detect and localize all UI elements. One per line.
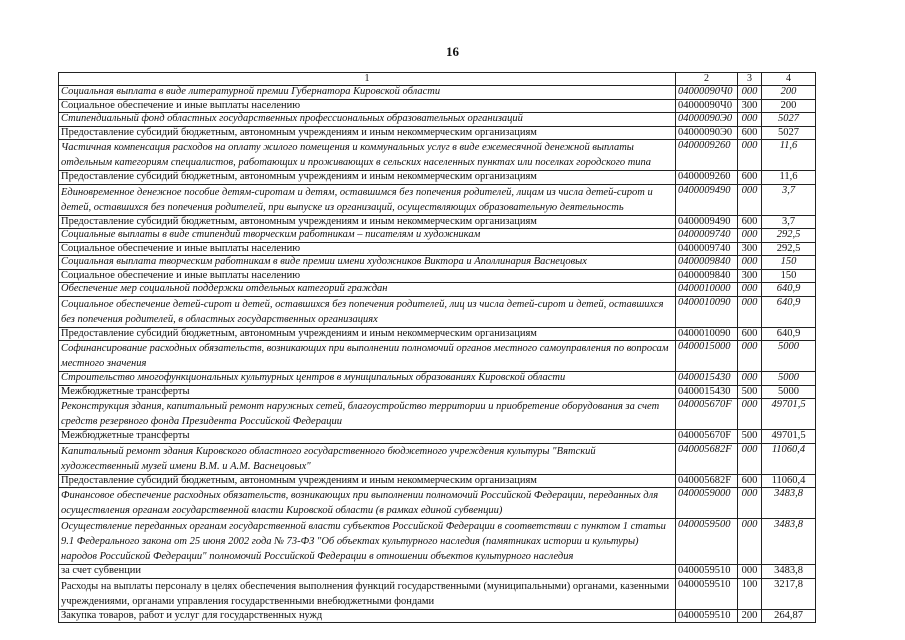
row-amount: 3483,8 [762,488,816,519]
row-expense-type: 000 [738,86,762,100]
table-row [59,242,816,256]
row-amount: 5027 [762,113,816,127]
row-amount: 11,6 [762,140,816,171]
row-amount: 292,5 [762,242,816,256]
table-row [59,99,816,113]
row-code: 0400059000 [676,488,738,519]
row-name: Единовременное денежное пособие детям-сиротам и детям, оставшимся без попечения родителей, лицам из числа детей-сирот и детей, оставшихся без попечения родителей, при выпуске из организаций, осуществляющих образовательную деятельность [59,184,676,215]
header-col-amount: 4 [762,73,816,86]
row-expense-type: 300 [738,269,762,283]
table-row [59,184,816,215]
row-name: Предоставление субсидий бюджетным, автономным учреждениям и иным некоммерческим организациям [59,171,676,185]
row-expense-type: 000 [738,565,762,579]
row-name: Социальные выплаты в виде стипендий творческим работникам – писателям и художникам [59,229,676,243]
table-row [59,171,816,185]
row-code: 040005682F [676,443,738,474]
row-amount: 264,87 [762,609,816,623]
row-amount: 5000 [762,341,816,372]
table-row [59,126,816,140]
row-code: 0400009490 [676,184,738,215]
row-name: Социальное обеспечение и иные выплаты населению [59,269,676,283]
row-expense-type: 500 [738,385,762,399]
row-expense-type: 000 [738,296,762,327]
row-amount: 292,5 [762,229,816,243]
row-name: Межбюджетные трансферты [59,430,676,444]
table-row [59,565,816,579]
row-amount: 3217,8 [762,578,816,609]
row-name: Финансовое обеспечение расходных обязательств, возникающих при выполнении полномочий Российской Федерации, переданных для осуществления органам государственной власти Кировской области (в рамках единой субвенции) [59,488,676,519]
row-expense-type: 600 [738,171,762,185]
table-row [59,385,816,399]
row-code: 0400015430 [676,372,738,386]
row-expense-type: 000 [738,283,762,297]
row-expense-type: 600 [738,215,762,229]
row-name: Социальное обеспечение и иные выплаты населению [59,242,676,256]
row-amount: 11060,4 [762,443,816,474]
table-row [59,215,816,229]
row-code: 0400009260 [676,171,738,185]
row-name: Осуществление переданных органам государственной власти субъектов Российской Федерации в соответствии с пунктом 1 статьи 9.1 Федерального закона от 25 июня 2002 года № 73-ФЗ "Об объектах культурного наследия (памятниках истории и культуры) народов Российской Федерации" полномочий Российской Федерации в отношении объектов культурного наследия [59,519,676,565]
table-row [59,341,816,372]
row-expense-type: 100 [738,578,762,609]
row-amount: 5000 [762,385,816,399]
table-row [59,609,816,623]
table-row [59,256,816,270]
row-code: 0400009740 [676,229,738,243]
row-name: Расходы на выплаты персоналу в целях обеспечения выполнения функций государственными (муниципальными) органами, казенными учреждениями, органами управления государственными внебюджетными фондами [59,578,676,609]
table-row [59,269,816,283]
row-name: Предоставление субсидий бюджетным, автономным учреждениям и иным некоммерческим организациям [59,474,676,488]
row-code: 0400059510 [676,565,738,579]
table-row [59,140,816,171]
row-code: 0400059510 [676,578,738,609]
table-row [59,372,816,386]
row-code: 040005670F [676,399,738,430]
table-row [59,578,816,609]
table-row [59,474,816,488]
row-expense-type: 000 [738,140,762,171]
row-code: 0400009840 [676,256,738,270]
table-row [59,283,816,297]
row-name: Социальная выплата в виде литературной премии Губернатора Кировской области [59,86,676,100]
row-expense-type: 600 [738,126,762,140]
row-name: Реконструкция здания, капитальный ремонт наружных сетей, благоустройство территории и приобретение оборудования за счет средств резервного фонда Президента Российской Федерации [59,399,676,430]
row-code: 0400009260 [676,140,738,171]
table-row [59,519,816,565]
row-amount: 200 [762,99,816,113]
row-name: Строительство многофункциональных культурных центров в муниципальных образованиях Кировской области [59,372,676,386]
table-row [59,399,816,430]
budget-table [58,72,816,623]
row-amount: 5027 [762,126,816,140]
row-code: 0400010090 [676,327,738,341]
row-expense-type: 300 [738,242,762,256]
row-code: 0400009490 [676,215,738,229]
row-amount: 200 [762,86,816,100]
row-name: Социальная выплата творческим работникам в виде премии имени художников Виктора и Аполлинария Васнецовых [59,256,676,270]
table-row [59,488,816,519]
row-amount: 150 [762,269,816,283]
row-name: Частичная компенсация расходов на оплату жилого помещения и коммунальных услуг в виде ежемесячной денежной выплаты отдельным категориям специалистов, работающих и проживающих в сельских населенных пунктах или поселках городского типа [59,140,676,171]
row-name: Стипендиальный фонд областных государственных профессиональных образовательных организаций [59,113,676,127]
row-amount: 150 [762,256,816,270]
row-code: 0400009840 [676,269,738,283]
row-code: 04000090Ч0 [676,99,738,113]
table-row [59,443,816,474]
row-name: Межбюджетные трансферты [59,385,676,399]
row-amount: 5000 [762,372,816,386]
row-expense-type: 500 [738,430,762,444]
header-col-name: 1 [59,73,676,86]
row-code: 040005670F [676,430,738,444]
row-expense-type: 000 [738,488,762,519]
row-expense-type: 000 [738,113,762,127]
row-name: Социальное обеспечение и иные выплаты населению [59,99,676,113]
row-name: Обеспечение мер социальной поддержки отдельных категорий граждан [59,283,676,297]
row-amount: 3483,8 [762,519,816,565]
table-row [59,327,816,341]
row-expense-type: 000 [738,256,762,270]
row-amount: 11,6 [762,171,816,185]
row-amount: 640,9 [762,296,816,327]
row-name: Софинансирование расходных обязательств, возникающих при выполнении полномочий органов местного самоуправления по вопросам местного значения [59,341,676,372]
row-amount: 49701,5 [762,399,816,430]
row-code: 0400015000 [676,341,738,372]
row-expense-type: 000 [738,519,762,565]
row-expense-type: 000 [738,372,762,386]
row-code: 0400009740 [676,242,738,256]
header-row [59,73,816,86]
row-name: Предоставление субсидий бюджетным, автономным учреждениям и иным некоммерческим организациям [59,126,676,140]
table-row [59,229,816,243]
row-expense-type: 000 [738,399,762,430]
header-col-code: 2 [676,73,738,86]
row-expense-type: 600 [738,327,762,341]
row-expense-type: 600 [738,474,762,488]
row-expense-type: 000 [738,443,762,474]
row-name: Предоставление субсидий бюджетным, автономным учреждениям и иным некоммерческим организациям [59,327,676,341]
row-name: Закупка товаров, работ и услуг для государственных нужд [59,609,676,623]
row-code: 040005682F [676,474,738,488]
row-name: Социальное обеспечение детей-сирот и детей, оставшихся без попечения родителей, лиц из числа детей-сирот и детей, оставшихся без попечения родителей, в областных государственных организациях [59,296,676,327]
row-code: 0400015430 [676,385,738,399]
row-amount: 640,9 [762,327,816,341]
row-amount: 49701,5 [762,430,816,444]
page-number: 16 [446,44,459,59]
row-amount: 3,7 [762,215,816,229]
row-expense-type: 200 [738,609,762,623]
header-col-vr: 3 [738,73,762,86]
table-row [59,296,816,327]
row-name: Предоставление субсидий бюджетным, автономным учреждениям и иным некоммерческим организациям [59,215,676,229]
row-amount: 11060,4 [762,474,816,488]
row-expense-type: 000 [738,184,762,215]
row-code: 0400059500 [676,519,738,565]
row-code: 0400010000 [676,283,738,297]
row-expense-type: 000 [738,229,762,243]
row-amount: 3483,8 [762,565,816,579]
row-code: 04000090Ч0 [676,86,738,100]
row-amount: 640,9 [762,283,816,297]
row-code: 0400010090 [676,296,738,327]
table-row [59,86,816,100]
row-amount: 3,7 [762,184,816,215]
row-code: 04000090Э0 [676,126,738,140]
row-expense-type: 000 [738,341,762,372]
row-name: за счет субвенции [59,565,676,579]
table-row [59,430,816,444]
row-expense-type: 300 [738,99,762,113]
table-row [59,113,816,127]
row-name: Капитальный ремонт здания Кировского областного государственного бюджетного учреждения культуры "Вятский художественный музей имени В.М. и А.М. Васнецовых" [59,443,676,474]
row-code: 04000090Э0 [676,113,738,127]
row-code: 0400059510 [676,609,738,623]
